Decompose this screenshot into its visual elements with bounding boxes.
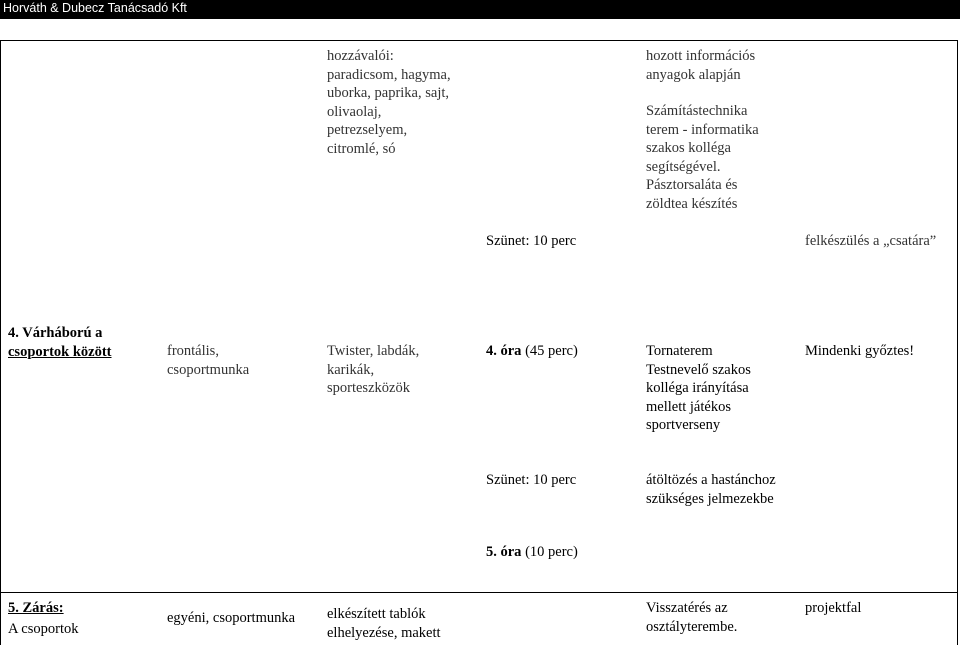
place-cell-5: Visszatérés az osztályterembe.: [646, 600, 738, 635]
place-cell-4: Tornaterem Testnevelő szakos kolléga irányítása mellett játékos sportverseny: [646, 343, 751, 433]
table-right-border: [957, 40, 958, 645]
activity-title-4: 4. Várháború a csoportok között: [8, 325, 112, 360]
activity-title-5: 5. Zárás: A csoportok: [8, 600, 79, 637]
outcome-cell-5: projektfal: [805, 600, 862, 616]
ingredients-line: hozzávalói:: [327, 48, 394, 64]
location-line: szakos kolléga: [646, 140, 731, 156]
method-cell-5: egyéni, csoportmunka: [167, 610, 296, 626]
company-name: Horváth & Dubecz Tanácsadó Kft: [3, 1, 187, 15]
location-line: anyagok alapján: [646, 66, 741, 83]
table-top-border: [0, 40, 958, 41]
next-lesson-label: 5. óra (10 perc): [486, 544, 578, 560]
page-header: [0, 0, 960, 19]
ingredients-line: citromlé, só: [327, 140, 396, 157]
tools-cell-5: elkészített tablók elhelyezése, makett: [327, 606, 441, 641]
time-cell-4: 4. óra (45 perc): [486, 343, 578, 359]
break-label-2: Szünet: 10 perc: [486, 472, 577, 488]
location-line: Számítástechnika: [646, 103, 748, 119]
location-line: hozott információs: [646, 48, 756, 64]
location-line: zöldtea készítés: [646, 195, 738, 212]
tools-cell-4: Twister, labdák, karikák, sporteszközök: [327, 343, 420, 396]
ingredients-cell: [327, 47, 451, 158]
outcome-cell-4: Mindenki győztes!: [805, 343, 915, 359]
table-left-border: [0, 40, 1, 645]
ingredients-line: petrezselyem,: [327, 122, 408, 138]
ingredients-line: paradicsom, hagyma,: [327, 66, 451, 83]
location-line: segítségével.: [646, 158, 721, 175]
break-note-2: átöltözés a hastánchoz szükséges jelmezekbe: [646, 472, 776, 507]
method-cell-4: frontális, csoportmunka: [167, 343, 250, 378]
location-cell-top: [646, 47, 759, 213]
preparation-note: felkészülés a „csatára”: [805, 233, 937, 249]
location-line: terem - informatika: [646, 121, 759, 138]
break-label-1: Szünet: 10 perc: [486, 233, 577, 249]
ingredients-line: uborka, paprika, sajt,: [327, 85, 450, 101]
location-line: Pásztorsaláta és: [646, 177, 738, 193]
ingredients-line: olivaolaj,: [327, 103, 382, 120]
row-divider: [0, 592, 958, 593]
